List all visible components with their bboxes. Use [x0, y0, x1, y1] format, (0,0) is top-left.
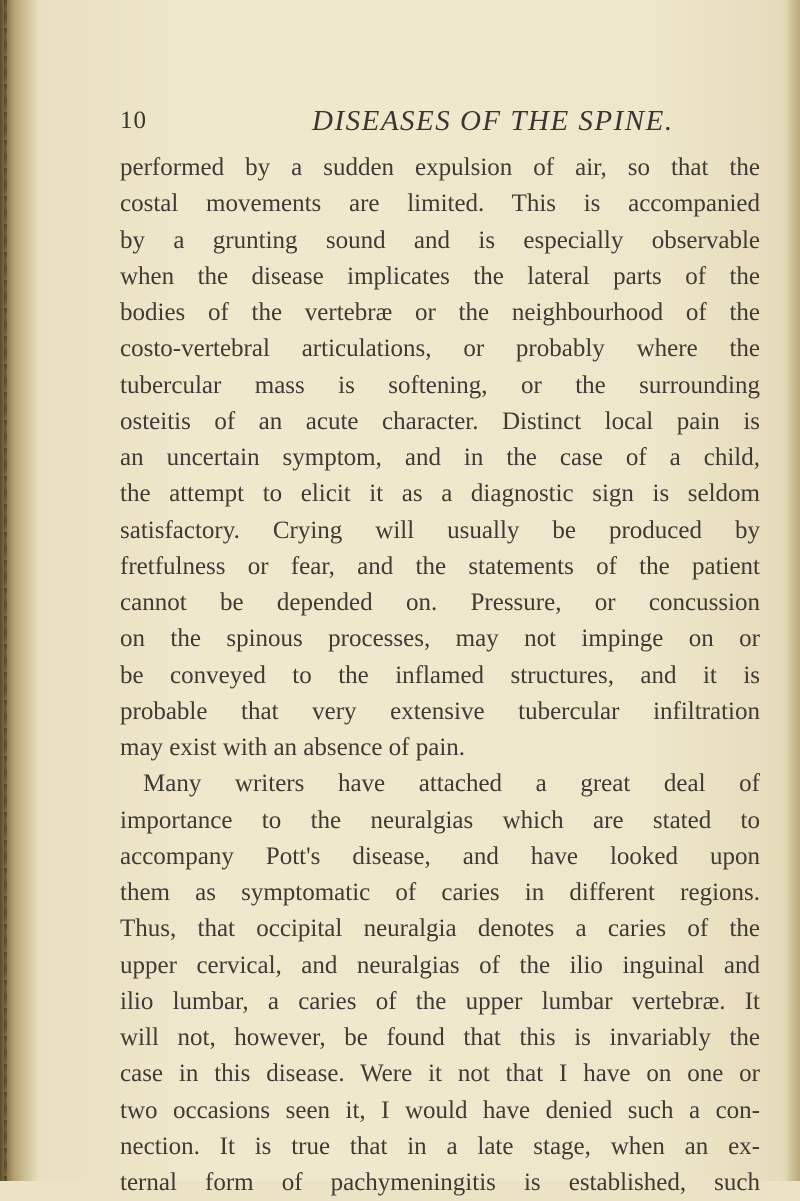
running-title: DISEASES OF THE SPINE.	[312, 105, 674, 137]
text-line: performed by a sudden expulsion of air, so that the	[120, 154, 760, 181]
text-line: ternal form of pachymeningitis is established, such	[120, 1169, 760, 1196]
text-line: osteitis of an acute character. Distinct local pain is	[120, 407, 760, 435]
text-line: nection. It is true that in a late stage, when an ex-	[120, 1132, 760, 1160]
text-line: fretfulness or fear, and the statements of the patient	[120, 552, 760, 580]
page-right-edge	[786, 0, 800, 1181]
page-header	[120, 107, 760, 143]
text-line: when the disease implicates the lateral parts of the	[120, 262, 760, 290]
text-line: an uncertain symptom, and in the case of a child,	[120, 444, 760, 471]
text-line: them as symptomatic of caries in different regions.	[120, 879, 760, 906]
text-line: upper cervical, and neuralgias of the ilio inguinal and	[120, 951, 760, 979]
paragraph-first-line: Many writers have attached a great deal of	[143, 770, 760, 798]
text-line: importance to the neuralgias which are stated to	[120, 806, 760, 834]
text-line: Thus, that occipital neuralgia denotes a caries of the	[120, 915, 760, 943]
body-text	[120, 150, 760, 1201]
page-number: 10	[120, 107, 147, 134]
text-line: by a grunting sound and is especially observable	[120, 226, 760, 254]
text-line: be conveyed to the inflamed structures, and it is	[120, 661, 760, 689]
text-line: costo-vertebral articulations, or probably where the	[120, 335, 760, 363]
text-line: case in this disease. Were it not that I have on one or	[120, 1060, 760, 1088]
text-line: tubercular mass is softening, or the surrounding	[120, 371, 760, 399]
text-line: ilio lumbar, a caries of the upper lumbar vertebræ. It	[120, 987, 760, 1015]
text-line: will not, however, be found that this is invariably the	[120, 1024, 760, 1051]
paragraph-last-line: may exist with an absence of pain.	[120, 734, 466, 761]
text-line: probable that very extensive tubercular infiltration	[120, 697, 760, 725]
text-line: satisfactory. Crying will usually be produced by	[120, 516, 760, 544]
text-line: bodies of the vertebræ or the neighbourhood of the	[120, 299, 760, 326]
text-line: accompany Pott's disease, and have looked upon	[120, 842, 760, 870]
text-line: on the spinous processes, may not impinge on or	[120, 625, 760, 653]
page-binding-edge	[0, 0, 38, 1181]
text-line: costal movements are limited. This is accompanied	[120, 190, 760, 218]
text-line: the attempt to elicit it as a diagnostic sign is seldom	[120, 480, 760, 508]
text-line: two occasions seen it, I would have denied such a con-	[120, 1096, 760, 1124]
text-line: cannot be depended on. Pressure, or concussion	[120, 589, 760, 616]
